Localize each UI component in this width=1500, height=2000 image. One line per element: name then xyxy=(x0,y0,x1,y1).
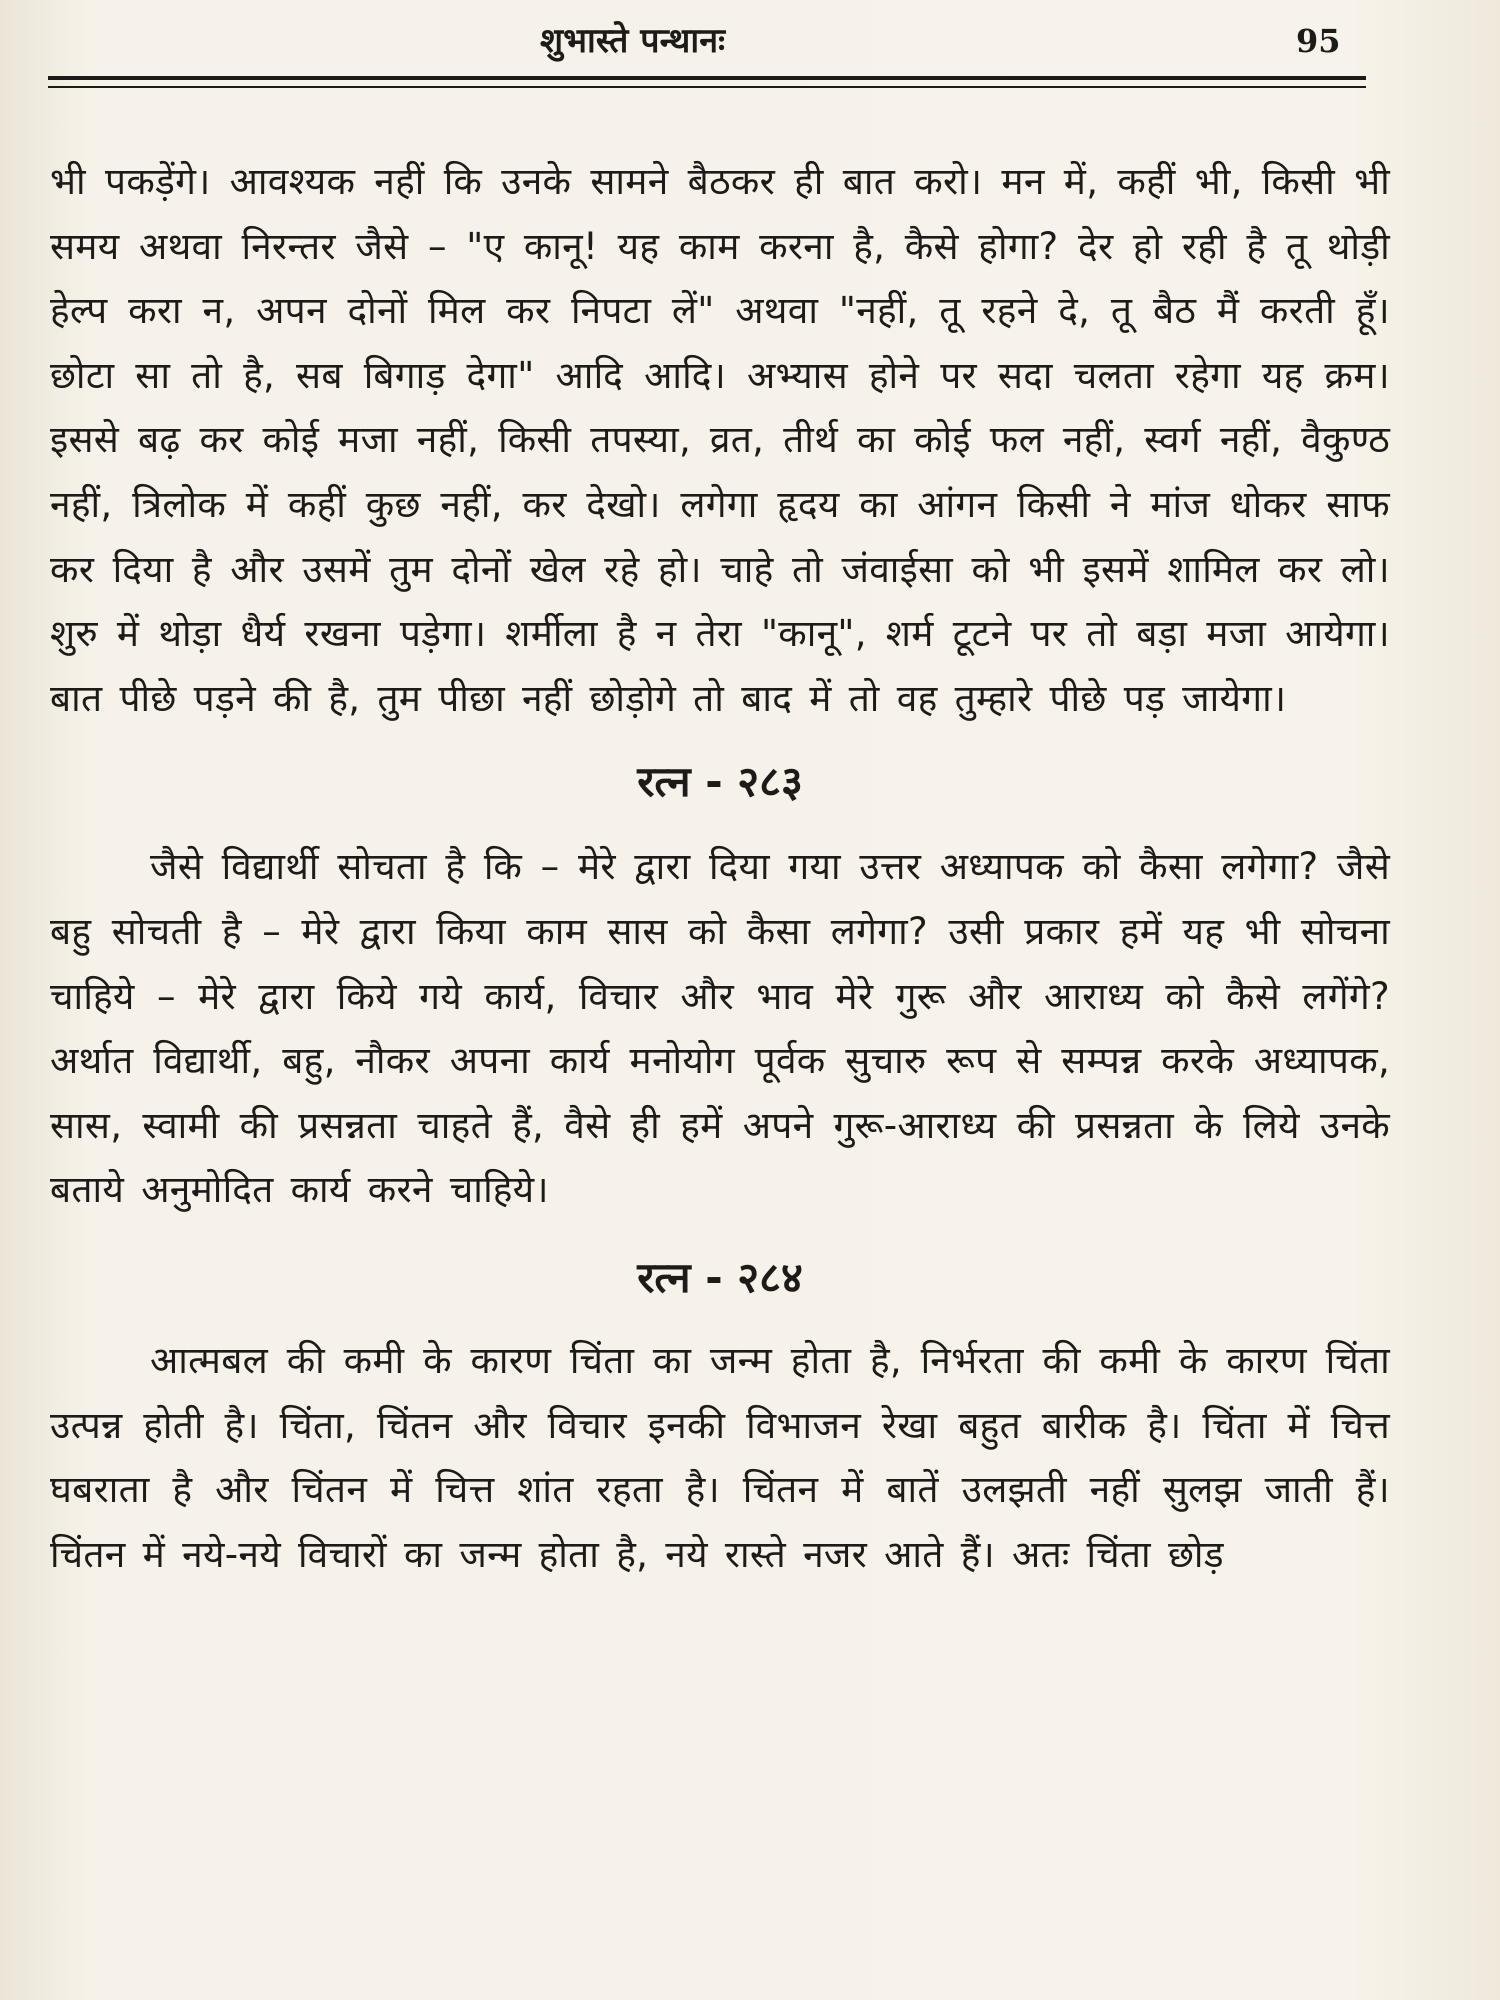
paragraph-ratna-283: जैसे विद्यार्थी सोचता है कि – मेरे द्वारा दिया गया उत्तर अध्यापक को कैसा लगेगा? जैसे बहु सोचती है – मेरे द्वारा किया काम सास को कैसा लगेगा? उसी प्रकार हमें यह भी सोचना चाहिये – मेरे द्वारा किये गये कार्य, विचार और भाव मेरे गुरू और आराध्य को कैसे लगेंगे? अर्थात विद्यार्थी, बहु, नौकर अपना कार्य मनोयोग पूर्वक सुचारु रूप से सम्पन्न करके अध्यापक, सास, स्वामी की प्रसन्नता चाहते हैं, वैसे ही हमें अपने गुरू-आराध्य की प्रसन्नता के लिये उनके बताये अनुमोदित कार्य करने चाहिये। xyxy=(50,845,1390,1212)
paragraph-continued: भी पकड़ेंगे। आवश्यक नहीं कि उनके सामने बैठकर ही बात करो। मन में, कहीं भी, किसी भी समय अथवा निरन्तर जैसे – "ए कानू! यह काम करना है, कैसे होगा? देर हो रही है तू थोड़ी हेल्प करा न, अपन दोनों मिल कर निपटा लें" अथवा "नहीं, तू रहने दे, तू बैठ मैं करती हूँ। छोटा सा तो है, सब बिगाड़ देगा" आदि आदि। अभ्यास होने पर सदा चलता रहेगा यह क्रम। इससे बढ़ कर कोई मजा नहीं, किसी तपस्या, व्रत, तीर्थ का कोई फल नहीं, स्वर्ग नहीं, वैकुण्ठ नहीं, त्रिलोक में कहीं कुछ नहीं, कर देखो। लगेगा हृदय का आंगन किसी ने मांज धोकर साफ कर दिया है और उसमें तुम दोनों खेल रहे हो। चाहे तो जंवाईसा को भी इसमें शामिल कर लो। शुरु में थोड़ा धैर्य रखना पड़ेगा। शर्मीला है न तेरा "कानू", शर्म टूटने पर तो बड़ा मजा आयेगा। बात पीछे पड़ने की है, तुम पीछा नहीं छोड़ोगे तो बाद में तो वह तुम्हारे पीछे पड़ जायेगा। xyxy=(50,160,1390,720)
running-header xyxy=(0,8,1500,68)
page-title: शुभास्ते पन्थानः xyxy=(540,21,725,61)
header-rule-thick xyxy=(48,76,1366,80)
page-body xyxy=(50,150,1390,1587)
section-heading-ratna-283: रत्न - २८३ xyxy=(637,757,803,807)
paragraph-ratna-284: आत्मबल की कमी के कारण चिंता का जन्म होता है, निर्भरता की कमी के कारण चिंता उत्पन्न होती है। चिंता, चिंतन और विचार इनकी विभाजन रेखा बहुत बारीक है। चिंता में चित्त घबराता है और चिंतन में चित्त शांत रहता है। चिंतन में बातें उलझती नहीं सुलझ जाती हैं। चिंतन में नये-नये विचारों का जन्म होता है, नये रास्ते नजर आते हैं। अतः चिंता छोड़ xyxy=(50,1338,1390,1576)
header-rule-thin xyxy=(48,86,1366,88)
page-number: 95 xyxy=(1296,22,1341,60)
section-heading-ratna-284: रत्न - २८४ xyxy=(637,1252,803,1302)
